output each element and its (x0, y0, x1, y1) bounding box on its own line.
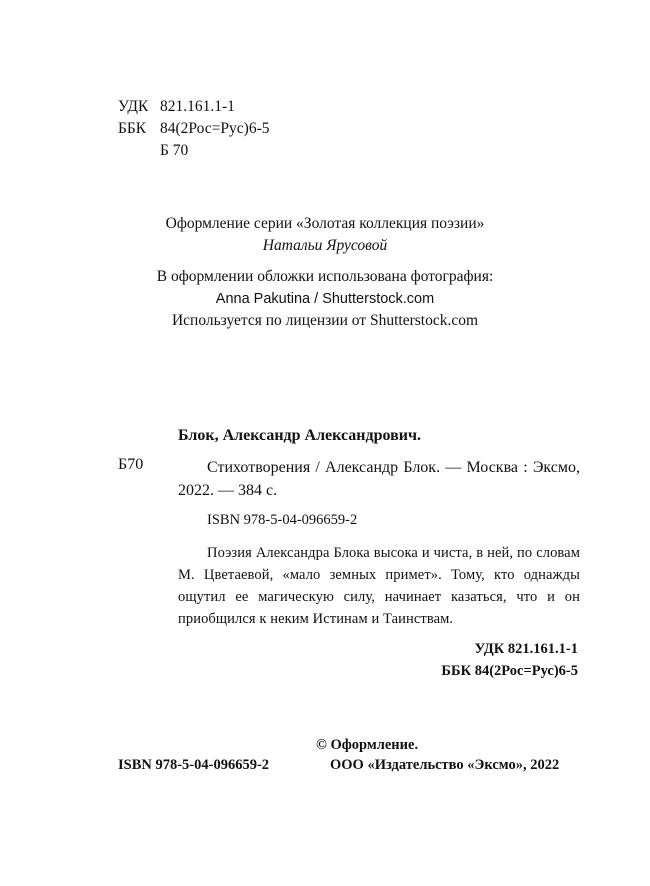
copyright-line2: ООО «Издательство «Эксмо», 2022 (330, 757, 560, 773)
bbk-label: ББК (118, 120, 147, 137)
series-design-line: Оформление серии «Золотая коллекция поэзии» (165, 215, 485, 232)
footer-isbn: ISBN 978-5-04-096659-2 (118, 757, 270, 773)
series-design-credit (0, 213, 650, 257)
udk-label: УДК (118, 98, 149, 115)
author-mark: Б 70 (160, 142, 189, 159)
series-designer-name: Натальи Ярусовой (262, 237, 388, 254)
record-bbk: ББК 84(2Рос=Рус)6-5 (441, 663, 578, 679)
record-description: Стихотворения / Александр Блок. — Москва : Эксмо, 2022. — 384 с. (178, 459, 580, 499)
license-line (0, 310, 650, 332)
photo-credit-line: В оформлении обложки использована фотография: (156, 268, 494, 285)
license-text: Используется по лицензии от Shutterstock.com (171, 312, 479, 329)
bbk-line (118, 118, 269, 140)
bbk-value: 84(2Рос=Рус)6-5 (160, 120, 270, 137)
record-udk: УДК 821.161.1-1 (474, 641, 578, 657)
photo-credit (0, 266, 650, 332)
photo-author: Anna Pakutina / Shutterstock.com (215, 291, 435, 307)
udk-line (118, 96, 235, 118)
record-code: Б70 (118, 456, 144, 473)
record-annotation: Поэзия Александра Блока высока и чиста, в ней, по словам М. Цветаевой, «мало земных примет». Тому, кто однажды ощутил ее магическую силу, начинает казаться, что и он приобщился к неким Истинам и Таинствам. (178, 545, 580, 627)
record-isbn: ISBN 978-5-04-096659-2 (207, 512, 358, 528)
copyright-line1: © Оформление. (316, 737, 419, 753)
record-author: Блок, Александр Александрович. (178, 427, 421, 444)
udk-value: 821.161.1-1 (160, 98, 235, 115)
